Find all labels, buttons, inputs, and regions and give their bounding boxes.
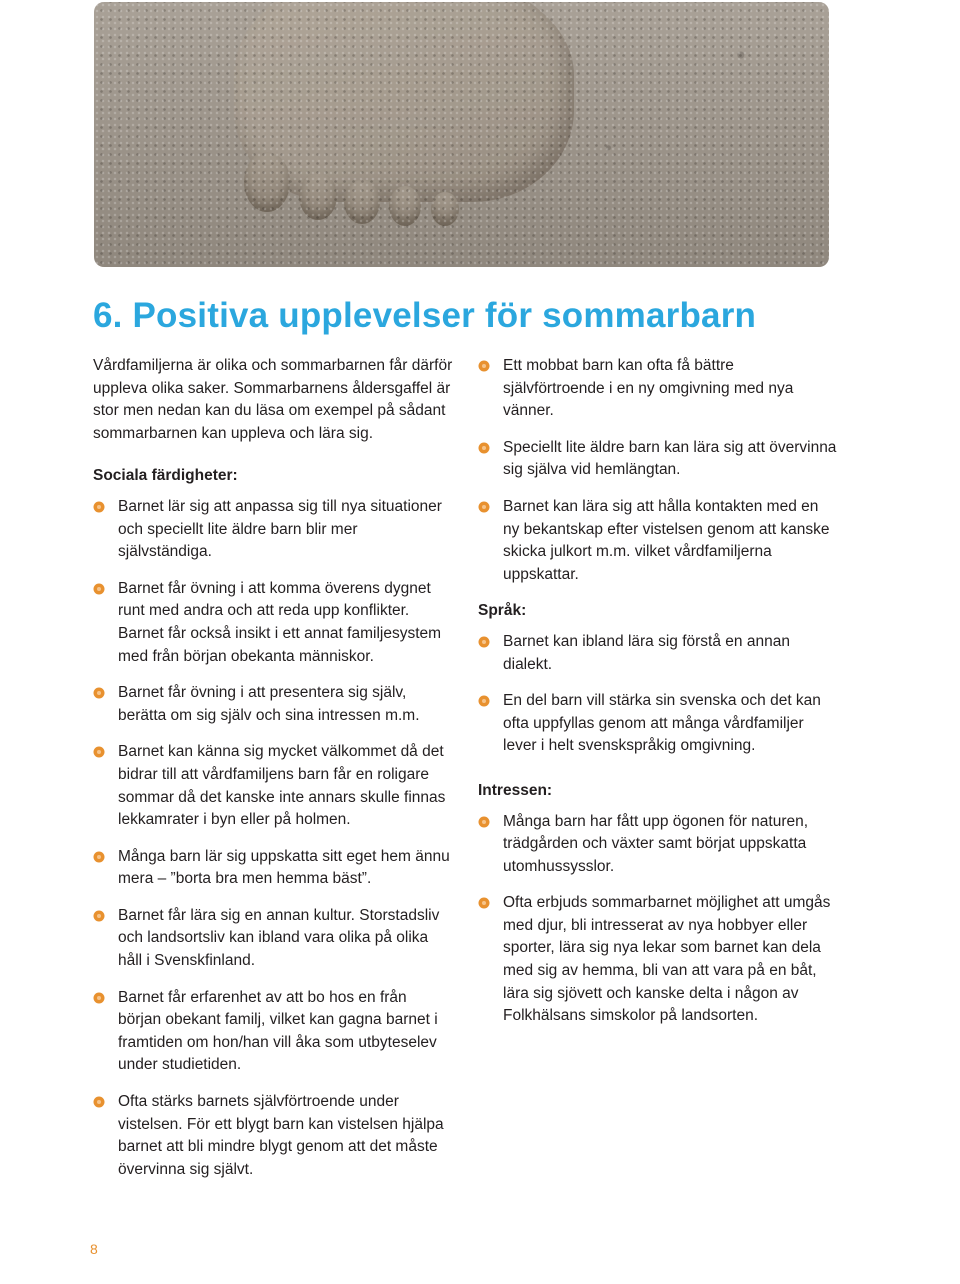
list-item-text: Barnet får erfarenhet av att bo hos en från början obekant familj, vilket kan gagna barnet i framtiden om hon/han vill åka som utbyteselev under studietiden. [118,988,438,1074]
flower-bullet-icon [478,897,490,909]
list-item-text: Barnet får övning i att komma överens dygnet runt med andra och att reda upp konflikter. Barnet får också insikt i ett annat familjesystem med från början obekanta människor. [118,579,442,665]
list-sociala-continued [478,355,838,586]
intro-paragraph: Vårdfamiljerna är olika och sommarbarnen får därför uppleva olika saker. Sommarbarnens åldersgaffel är stor men nedan kan du läsa om exempel på sådant sommarbarnen kan uppleva och lära sig. [93,357,453,442]
heading-sociala: Sociala färdigheter: [93,467,238,485]
list-sociala [93,496,453,1181]
flower-bullet-icon [478,442,490,454]
flower-bullet-icon [478,501,490,513]
list-item [93,741,453,831]
list-item-text: Många barn har fått upp ögonen för naturen, trädgården och växter samt börjat uppskatta utomhussysslor. [503,812,809,875]
list-item [93,846,453,891]
list-item [93,578,453,668]
flower-bullet-icon [93,746,105,758]
list-item-text: Barnet lär sig att anpassa sig till nya situationer och speciellt lite äldre barn blir mer självständiga. [118,497,442,561]
list-item [93,987,453,1077]
list-item [93,1091,453,1181]
list-item [478,355,838,423]
list-item-text: Många barn lär sig uppskatta sitt eget hem ännu mera – ”borta bra men hemma bäst”. [118,847,450,888]
sand-texture [94,2,829,267]
list-item-text: Ofta erbjuds sommarbarnet möjlighet att umgås med djur, bli intresserat av nya hobbyer eller sporter, lära sig nya lekar som barnet kan dela med sig av hemma, bli van att vara på en båt, lära sig sjövett och kanske delta i någon av Folkhälsans simskolor på landsorten. [503,894,831,1025]
flower-bullet-icon [93,1096,105,1108]
flower-bullet-icon [93,851,105,863]
list-item-text: Speciellt lite äldre barn kan lära sig att övervinna sig själva vid hemlängtan. [503,438,837,479]
list-item [478,496,838,586]
list-item-text: Ett mobbat barn kan ofta få bättre självförtroende i en ny omgivning med nya vänner. [503,357,794,420]
sand-footprint-photo [94,2,829,267]
flower-bullet-icon [93,687,105,699]
page-title: 6. Positiva upplevelser för sommarbarn [93,296,757,335]
flower-bullet-icon [93,910,105,922]
flower-bullet-icon [478,360,490,372]
list-item [478,892,838,1028]
flower-bullet-icon [93,583,105,595]
list-item [478,811,838,879]
list-item-text: Barnet får övning i att presentera sig själv, berätta om sig själv och sina intressen m.m. [118,684,420,724]
list-item-text: En del barn vill stärka sin svenska och det kan ofta uppfyllas genom att många vårdfamiljer lever i helt svenskspråkig omgivning. [503,692,821,755]
right-column [478,355,838,1042]
list-item [93,496,453,564]
list-item [478,437,838,482]
left-column [93,355,453,1195]
list-item [478,631,838,676]
list-item-text: Barnet kan lära sig att hålla kontakten med en ny bekantskap efter vistelsen genom att kanske skicka julkort m.m. vilket vårdfamiljerna uppskattar. [503,497,830,583]
flower-bullet-icon [93,501,105,513]
flower-bullet-icon [478,636,490,648]
page-number: 8 [90,1241,98,1257]
list-item [93,905,453,973]
list-intressen [478,811,838,1028]
list-item-text: Barnet kan känna sig mycket välkommet då det bidrar till att vårdfamiljens barn får en roligare sommar då det kanske inte annars skulle finnas lekkamrater i byn eller på holmen. [118,743,446,829]
list-item [478,690,838,758]
list-item-text: Ofta stärks barnets självförtroende under vistelsen. För ett blygt barn kan vistelsen hjälpa barnet att bli mindre blygt genom att det måste övervinna sig självt. [118,1093,444,1178]
heading-sprak: Språk: [478,602,527,620]
heading-intressen: Intressen: [478,781,553,799]
list-item-text: Barnet kan ibland lära sig förstå en annan dialekt. [503,632,790,673]
list-sprak [478,631,838,758]
flower-bullet-icon [93,992,105,1004]
list-item [93,682,453,727]
list-item-text: Barnet får lära sig en annan kultur. Storstadsliv och landsortsliv kan ibland vara olika på olika håll i Svenskfinland. [118,906,440,970]
flower-bullet-icon [478,816,490,828]
flower-bullet-icon [478,695,490,707]
